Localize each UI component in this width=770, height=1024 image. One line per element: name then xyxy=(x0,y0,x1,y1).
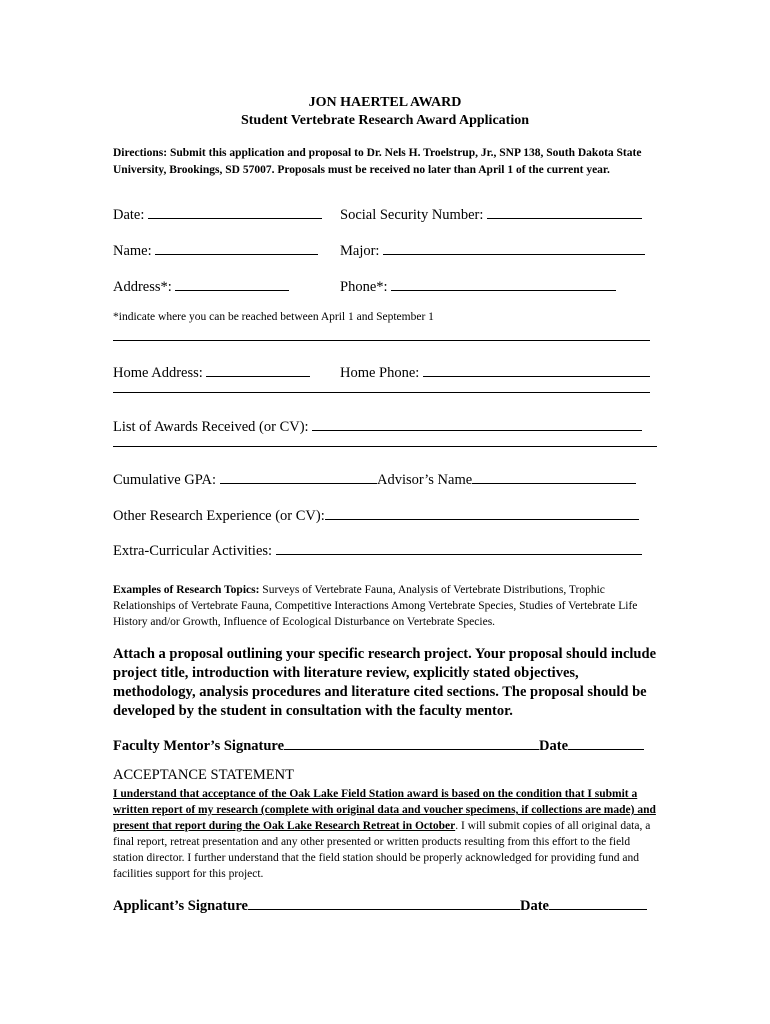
mentor-signature-label: Faculty Mentor’s Signature xyxy=(113,738,285,754)
awards-field xyxy=(113,416,642,436)
home-address-extra-line[interactable] xyxy=(113,392,650,393)
major-label: Major: xyxy=(340,243,380,259)
phone-label: Phone*: xyxy=(340,279,388,295)
examples-text: Surveys of Vertebrate Fauna, Analysis of Vertebrate Distributions, Trophic Relationships of Vertebrate Fauna, Competitive Interactions Among Vertebrate Species, Studies of Vertebrate Life History and/or Growth, Influence of Ecological Disturbance on Vertebrate Species. xyxy=(113,584,638,628)
extracurricular-field xyxy=(113,540,642,560)
address-label: Address*: xyxy=(113,279,172,295)
awards-input-line[interactable] xyxy=(312,416,642,431)
home-address-label: Home Address: xyxy=(113,365,203,381)
ssn-field xyxy=(340,204,642,224)
ssn-label: Social Security Number: xyxy=(340,207,484,223)
applicant-date-label: Date xyxy=(519,898,549,914)
major-field xyxy=(340,240,645,260)
address-extra-line[interactable] xyxy=(113,340,650,341)
address-field xyxy=(113,276,289,296)
mentor-date-line[interactable] xyxy=(568,735,644,750)
reach-note: *indicate where you can be reached between April 1 and September 1 xyxy=(113,311,434,323)
research-experience-label: Other Research Experience (or CV): xyxy=(113,508,325,524)
applicant-date-line[interactable] xyxy=(549,895,647,910)
advisor-label: Advisor’s Name xyxy=(377,472,473,488)
gpa-label: Cumulative GPA: xyxy=(113,472,216,488)
phone-field xyxy=(340,276,616,296)
acceptance-heading: ACCEPTANCE STATEMENT xyxy=(113,767,294,783)
name-label: Name: xyxy=(113,243,152,259)
home-phone-label: Home Phone: xyxy=(340,365,420,381)
research-experience-field xyxy=(113,505,639,525)
extracurricular-input-line[interactable] xyxy=(276,540,642,555)
home-phone-input-line[interactable] xyxy=(423,362,650,377)
date-label: Date: xyxy=(113,207,145,223)
major-input-line[interactable] xyxy=(383,240,645,255)
applicant-signature-row xyxy=(113,895,647,915)
name-field xyxy=(113,240,318,260)
form-subtitle: Student Vertebrate Research Award Application xyxy=(240,113,530,128)
ssn-input-line[interactable] xyxy=(487,204,642,219)
research-experience-input-line[interactable] xyxy=(325,505,639,520)
acceptance-condition: I understand that acceptance of the Oak Lake Field Station award is based on the condition that I submit a written report of my research (complete with original data and voucher specimens, if collections are made) and present that report during the Oak Lake Research Retreat in October xyxy=(113,788,656,832)
mentor-signature-row xyxy=(113,735,644,755)
address-input-line[interactable] xyxy=(175,276,289,291)
mentor-signature-line[interactable] xyxy=(284,735,539,750)
research-topic-examples xyxy=(113,582,658,630)
extracurricular-label: Extra-Curricular Activities: xyxy=(113,543,273,559)
examples-label: Examples of Research Topics: xyxy=(113,584,260,596)
proposal-instructions: Attach a proposal outlining your specific research project. Your proposal should include project title, introduction with literature review, explicitly stated objectives, methodology, analysis procedures and literature cited sections. The proposal should be developed by the student in consultation with the faculty mentor. xyxy=(113,646,656,719)
mentor-date-label: Date xyxy=(539,738,569,754)
award-title: JON HAERTEL AWARD xyxy=(308,95,462,110)
awards-label: List of Awards Received (or CV): xyxy=(113,419,309,435)
acceptance-terms: . I will submit copies of all original data, a final report, retreat presentation and any other presented or written products resulting from this effort to the field station director. I further understand that the field station should be properly acknowledged for providing fund and facilities support for this project. xyxy=(113,820,651,880)
applicant-signature-label: Applicant’s Signature xyxy=(113,898,248,914)
phone-input-line[interactable] xyxy=(391,276,616,291)
applicant-signature-line[interactable] xyxy=(248,895,520,910)
gpa-input-line[interactable] xyxy=(220,469,377,484)
acceptance-statement xyxy=(113,786,658,882)
date-input-line[interactable] xyxy=(148,204,322,219)
home-address-field xyxy=(113,362,310,382)
directions-text: Directions: Submit this application and proposal to Dr. Nels H. Troelstrup, Jr., SNP 138, South Dakota State University, Brookings, SD 57007. Proposals must be received no later than April 1 of the current year. xyxy=(113,147,642,176)
home-phone-field xyxy=(340,362,650,382)
gpa-field xyxy=(113,469,636,489)
date-field xyxy=(113,204,322,224)
advisor-input-line[interactable] xyxy=(472,469,636,484)
name-input-line[interactable] xyxy=(155,240,318,255)
awards-extra-line[interactable] xyxy=(113,446,657,447)
home-address-input-line[interactable] xyxy=(206,362,310,377)
